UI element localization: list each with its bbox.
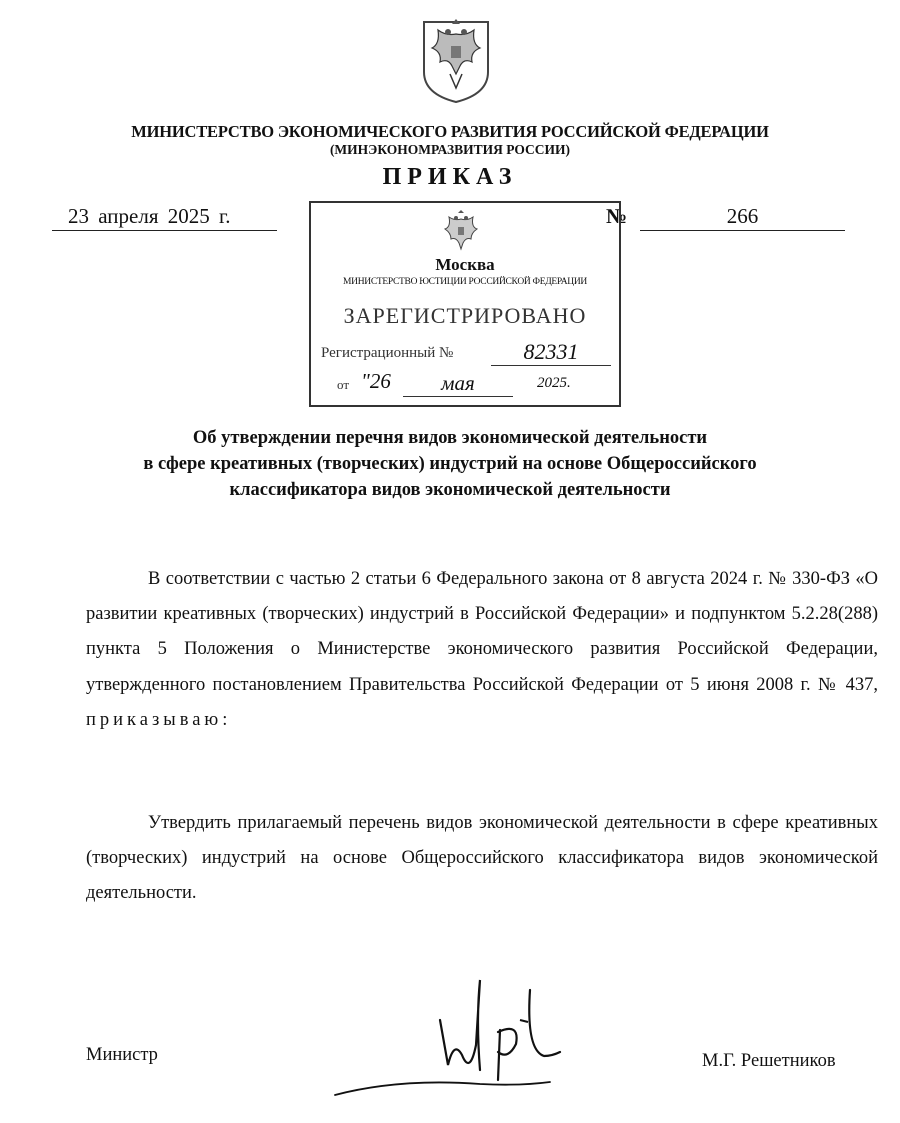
- stamp-reg-number: 82331: [491, 339, 611, 366]
- stamp-registered: ЗАРЕГИСТРИРОВАНО: [343, 303, 587, 328]
- ministry-short-name: (МИНЭКОНОМРАЗВИТИЯ РОССИИ): [329, 142, 571, 157]
- document-title: [0, 425, 900, 503]
- stamp-city: Москва: [435, 255, 495, 274]
- number-sign: №: [606, 204, 628, 228]
- state-emblem-icon: [418, 14, 494, 104]
- signatory-position: Министр: [86, 1045, 158, 1065]
- signatory-name: М.Г. Решетников: [702, 1051, 836, 1071]
- paragraph-1-text: В соответствии с частью 2 статьи 6 Федерального закона от 8 августа 2024 г. № 330-ФЗ «О развитии креативных (творческих) индустрий в Российской Федерации» и подпунктом 5.2.28(288) пункта 5 Положения о Министерстве экономического развития Российской Федерации, утвержденного постановлением Правительства Российской Федерации от 5 июня 2008 г. № 437,: [86, 569, 878, 695]
- stamp-month: мая: [403, 371, 513, 397]
- stamp-year: 2025.: [537, 375, 571, 391]
- order-number: 266: [640, 202, 845, 231]
- stamp-emblem-icon: [439, 209, 483, 261]
- paragraph-2-text: Утвердить прилагаемый перечень видов экономической деятельности в сфере креативных (творческих) индустрий на основе Общероссийского классификатора видов экономической деятельности.: [86, 813, 878, 904]
- stamp-day: "26: [361, 369, 391, 393]
- order-command: приказываю:: [86, 709, 232, 730]
- title-line-3: классификатора видов экономической деятельности: [229, 480, 671, 500]
- body-paragraph-1: [86, 562, 878, 738]
- ministry-name: МИНИСТЕРСТВО ЭКОНОМИЧЕСКОГО РАЗВИТИЯ РОССИЙСКОЙ ФЕДЕРАЦИИ: [131, 122, 769, 141]
- body-paragraph-2: [86, 806, 878, 912]
- stamp-ministry: МИНИСТЕРСТВО ЮСТИЦИИ РОССИЙСКОЙ ФЕДЕРАЦИИ: [343, 277, 587, 287]
- stamp-reg-label: Регистрационный №: [321, 345, 454, 361]
- stamp-from-label: от: [337, 377, 350, 392]
- registration-stamp: [309, 201, 621, 407]
- order-date: 23 апреля 2025 г.: [52, 202, 277, 231]
- title-line-2: в сфере креативных (творческих) индустрий на основе Общероссийского: [143, 454, 757, 474]
- document-type: ПРИКАЗ: [382, 164, 518, 190]
- title-line-1: Об утверждении перечня видов экономической деятельности: [192, 428, 708, 448]
- handwritten-signature-icon: [330, 960, 590, 1110]
